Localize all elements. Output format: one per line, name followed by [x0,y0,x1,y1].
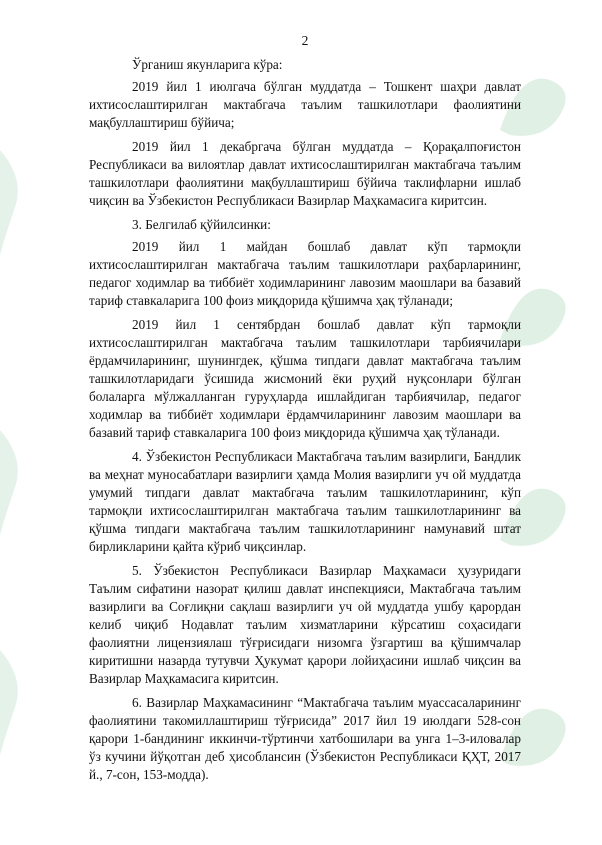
paragraph-tashkent-deadline: 2019 йил 1 июлгача бўлган муддатда – Тошкент шаҳри давлат ихтисослаштирилган мактабгача таълим ташкилотлари фаолиятини мақбуллаштириш бўйича; [89,79,521,130]
paragraph-study-results: Ўрганиш якунларига кўра: [132,57,283,72]
paragraph-item-6: 6. Вазирлар Маҳкамасининг “Мактабгача таълим муассасаларининг фаолиятини такомиллаштириш тўғрисида” 2017 йил 19 июлдаги 528-сон қарори 1-бандининг иккинчи-тўртинчи хатбошилари ва унга 1–3-иловалар ўз кучини йўқотган деб ҳисоблансин (Ўзбекистон Республикаси ҚҲТ, 2017 й., 7-сон, 153-модда). [89,695,521,782]
paragraph-item-3-heading: 3. Белгилаб қўйилсинки: [132,217,271,232]
paragraph-item-5: 5. Ўзбекистон Республикаси Вазирлар Маҳкамаси ҳузуридаги Таълим сифатини назорат қилиш давлат инспекцияси, Мактабгача таълим вазирлиги ва Соғлиқни сақлаш вазирлиги уч ой муддатда ушбу қарордан келиб чиқиб Нодавлат таълим хизматларини кўрсатиш соҳасидаги фаолиятни лицензиялаш тўғрисидаги низомга ўзгартиш ва қўшимчалар киритишни назарда тутувчи Ҳукумат қарори лойиҳасини ишлаб чиқсин ва Вазирлар Маҳкамасига киритсин. [89,563,521,686]
paragraph-regions-deadline: 2019 йил 1 декабргача бўлган муддатда – Қорақалпоғистон Республикаси ва вилоятлар давлат ихтисослаштирилган мактабгача таълим ташкилотлари фаолиятини мақбуллаштириш бўйича таклифларни ишлаб чиқсин ва Ўзбекистон Республикаси Вазирлар Маҳкамасига киритсин. [89,139,521,208]
paragraph-may-surcharge: 2019 йил 1 майдан бошлаб давлат кўп тармоқли ихтисослаштирилган мактабгача таълим ташкилотлари раҳбарларининг, педагог ходимлар ва тиббиёт ходимларининг лавозим маошлари ва базавий тариф ставкаларига 100 фоиз миқдорида қўшимча ҳақ тўланади; [89,239,521,308]
page-number: 2 [301,33,309,48]
paragraph-september-surcharge: 2019 йил 1 сентябрдан бошлаб давлат кўп тармоқли ихтисослаштирилган мактабгача таълим ташкилотлари тарбиячилари ёрдамчиларининг, шунингдек, қўшма типдаги давлат мактабгача таълим ташкилотларидаги ўсишида жисмоний ёки руҳий нуқсонлари бўлган болаларга мўлжалланган гуруҳларда ишлайдиган тарбиячилар, педагог ходимлар ва тиббиёт ходимлари ёрдамчиларининг лавозим маошлари ва базавий тариф ставкаларига 100 фоиз миқдорида қўшимча ҳақ тўланади. [89,317,521,440]
watermark-edge-icon [0,140,26,260]
watermark-edge-icon [0,640,26,760]
document-page [89,32,521,790]
paragraph-item-4: 4. Ўзбекистон Республикаси Мактабгача таълим вазирлиги, Бандлик ва меҳнат муносабатлари вазирлиги ҳамда Молия вазирлиги уч ой муддатда умумий типдаги давлат мактабгача таълим ташкилотларининг, кўп тармоқли ихтисослаштирилган мактабгача таълим ташкилотларининг ва қўшма типдаги мактабгача таълим ташкилотларининг намунавий штат бирликларини қайта кўриб чиқсинлар. [89,449,521,554]
watermark-edge-icon [0,420,26,540]
